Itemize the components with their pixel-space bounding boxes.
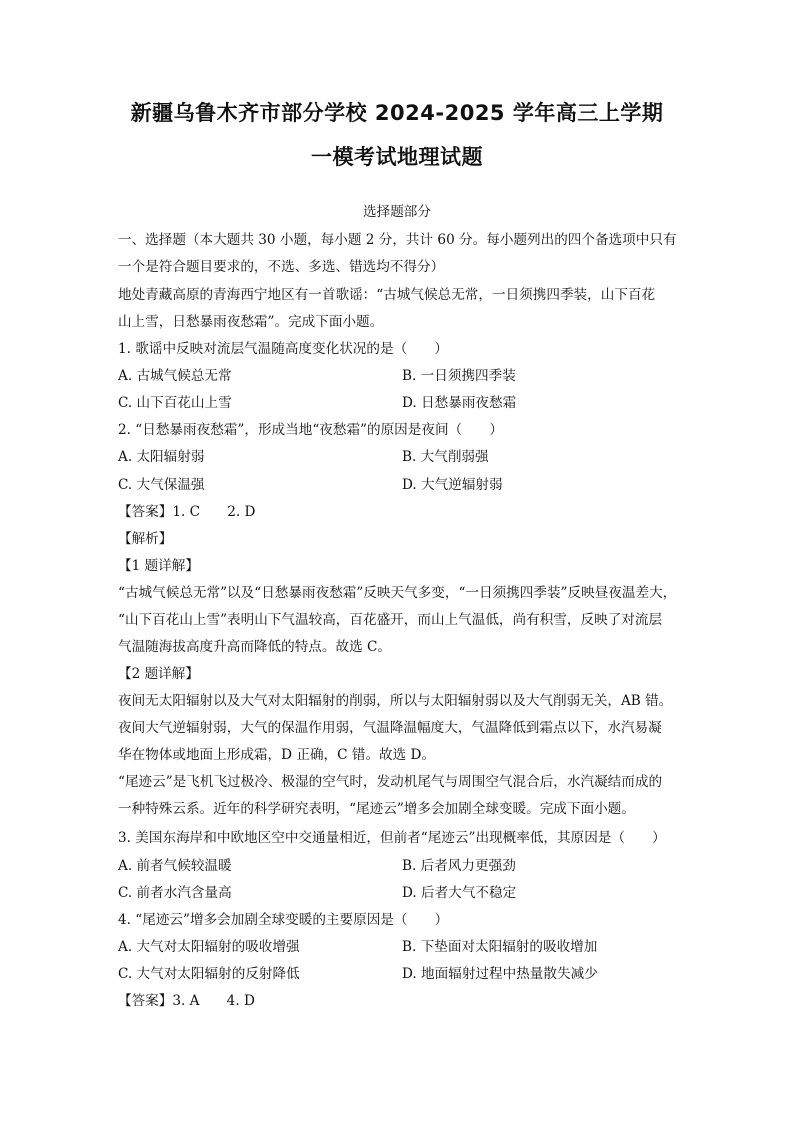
exam-title-line1: 新疆乌鲁木齐市部分学校 2024-2025 学年高三上学期 — [130, 101, 664, 125]
answer-block-1: 【答案】1. C 2. D — [118, 504, 256, 520]
detail-1-label: 【1 题详解】 — [118, 558, 199, 574]
passage1-line2: 山上雪，日愁暴雨夜愁霜”。完成下面小题。 — [118, 314, 384, 330]
detail-2-line1: 夜间无太阳辐射以及大气对太阳辐射的削弱，所以与太阳辐射弱以及大气削弱无关，AB 错。 — [118, 693, 673, 709]
detail-2-label: 【2 题详解】 — [118, 666, 199, 682]
detail-1-line3: 气温随海拔高度升高而降低的特点。故选 C。 — [118, 639, 392, 655]
detail-2-line2: 夜间大气逆辐射弱，大气的保温作用弱，气温降温幅度大，气温降低到霜点以下，水汽易凝 — [118, 720, 662, 736]
question-1-option-a: A. 古城气候总无常 — [118, 368, 232, 384]
answer-block-2: 【答案】3. A 4. D — [118, 993, 255, 1009]
passage1-line1: 地处青藏高原的青海西宁地区有一首歌谣：“古城气候总无常，一日须携四季装，山下百花 — [118, 287, 656, 303]
detail-1-line2: “山下百花山上雪”表明山下气温较高，百花盛开，而山上气温低，尚有积雪，反映了对流层 — [118, 612, 663, 628]
question-4-option-d: D. 地面辐射过程中热量散失减少 — [402, 966, 598, 982]
instructions-line2: 一个是符合题目要求的，不选、多选、错选均不得分） — [118, 259, 445, 275]
question-2-stem: 2. “日愁暴雨夜愁霜”，形成当地“夜愁霜”的原因是夜间（ ） — [118, 422, 503, 438]
question-4-option-b: B. 下垫面对太阳辐射的吸收增加 — [402, 939, 598, 955]
question-3-option-a: A. 前者气候较温暖 — [118, 858, 232, 874]
question-4-option-c: C. 大气对太阳辐射的反射降低 — [118, 966, 300, 982]
exam-title-line2: 一模考试地理试题 — [311, 145, 483, 169]
question-1-option-c: C. 山下百花山上雪 — [118, 395, 232, 411]
question-3-stem: 3. 美国东海岸和中欧地区空中交通量相近，但前者“尾迹云”出现概率低，其原因是（ ） — [118, 830, 666, 846]
question-2-option-c: C. 大气保温强 — [118, 477, 205, 493]
question-1-option-b: B. 一日须携四季装 — [402, 368, 516, 384]
question-3-option-d: D. 后者大气不稳定 — [402, 885, 517, 901]
passage2-line2: 一种特殊云系。近年的科学研究表明，“尾迹云”增多会加剧全球变暖。完成下面小题。 — [118, 801, 635, 817]
question-1-option-d: D. 日愁暴雨夜愁霜 — [402, 395, 517, 411]
question-2-option-d: D. 大气逆辐射弱 — [402, 477, 503, 493]
question-4-option-a: A. 大气对太阳辐射的吸收增强 — [118, 939, 300, 955]
detail-1-line1: “古城气候总无常”以及“日愁暴雨夜愁霜”反映天气多变，“一日须携四季装”反映昼夜温差大， — [118, 585, 677, 601]
passage2-line1: “尾迹云”是飞机飞过极冷、极湿的空气时，发动机尾气与周围空气混合后，水汽凝结而成的 — [118, 774, 663, 790]
question-1-stem: 1. 歌谣中反映对流层气温随高度变化状况的是（ ） — [118, 341, 448, 357]
question-3-option-c: C. 前者水汽含量高 — [118, 885, 232, 901]
detail-2-line3: 华在物体或地面上形成霜，D 正确，C 错。故选 D。 — [118, 747, 436, 763]
question-3-option-b: B. 后者风力更强劲 — [402, 858, 516, 874]
analysis-label: 【解析】 — [118, 531, 173, 547]
question-2-option-b: B. 大气削弱强 — [402, 449, 489, 465]
question-2-option-a: A. 太阳辐射弱 — [118, 449, 205, 465]
section-title: 选择题部分 — [363, 204, 431, 220]
instructions-line1: 一、选择题（本大题共 30 小题，每小题 2 分，共计 60 分。每小题列出的四个备选项中只有 — [118, 232, 677, 248]
question-4-stem: 4. “尾迹云”增多会加剧全球变暖的主要原因是（ ） — [118, 912, 449, 928]
